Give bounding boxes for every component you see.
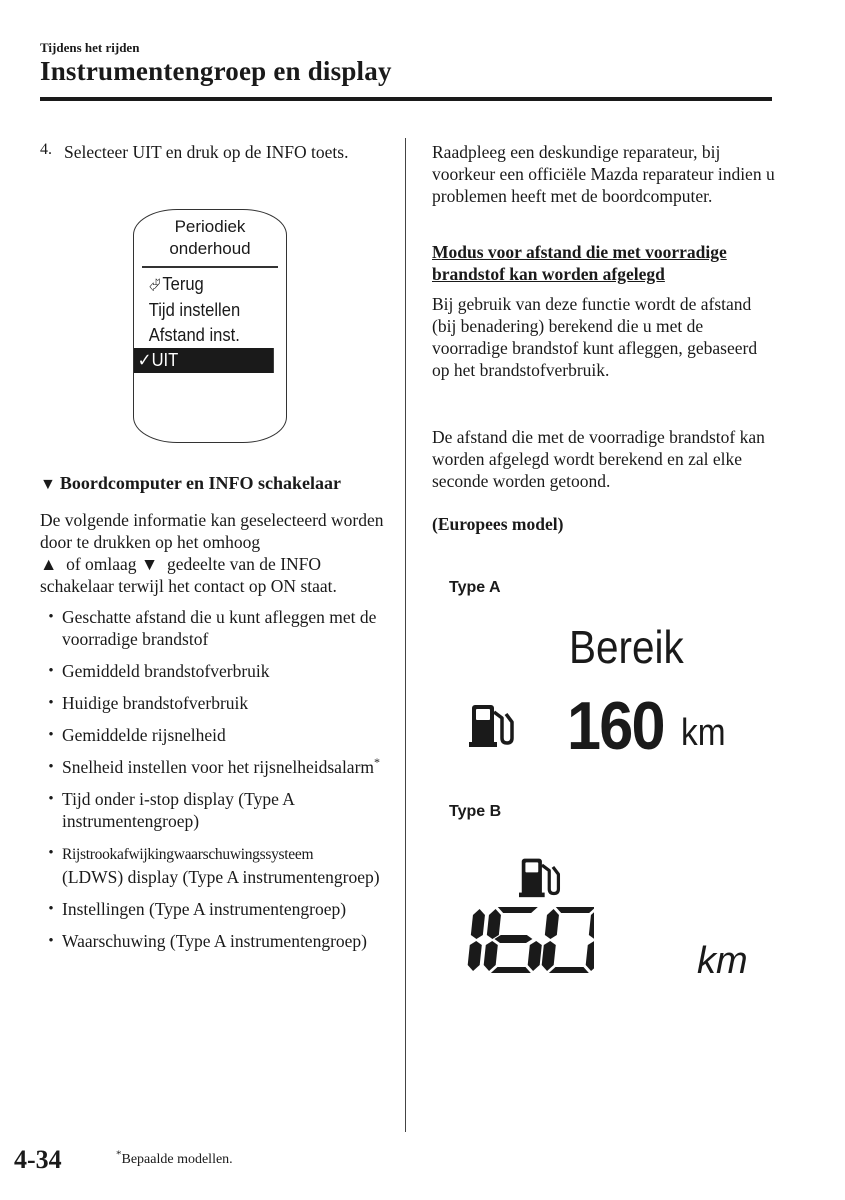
range-title: Bereik	[569, 621, 684, 673]
segment-unit: km	[697, 940, 748, 982]
footnote-text: Bepaalde modellen.	[121, 1152, 233, 1167]
subheading-text: Boordcomputer en INFO schakelaar	[59, 473, 341, 493]
footnote-mark: *	[374, 755, 381, 770]
list-item: • Instellingen (Type A instrumentengroep)	[48, 899, 347, 919]
list-item: • Gemiddeld brandstofverbruik	[48, 661, 270, 681]
list-item: • Huidige brandstofverbruik	[48, 693, 249, 713]
segment-display-value	[462, 905, 594, 980]
list-item: • Waarschuwing (Type A instrumentengroep)	[48, 931, 367, 951]
lcd-title-line2: onderhoud	[169, 239, 251, 258]
title-rule	[40, 97, 772, 101]
lcd-item-time-setting: Tijd instellen	[148, 300, 241, 320]
subheading	[40, 473, 341, 494]
fuel-pump-icon	[519, 855, 563, 904]
step-number: 4.	[40, 141, 52, 158]
list-item: • Rijstrookafwijkingwaarschuwingssysteem (LDWS) display (Type A instrumentengroep)	[48, 845, 380, 887]
lcd-menu-title	[134, 210, 286, 260]
page-title: Instrumentengroep en display	[40, 56, 392, 86]
column-divider	[405, 138, 406, 1132]
triangle-down-icon: ▼	[40, 476, 56, 493]
paragraph-calculation: De afstand die met de voorradige brandstof kan worden afgelegd wordt berekend en zal elke seconde worden getoond.	[432, 427, 765, 491]
paragraph-consult: Raadpleeg een deskundige reparateur, bij voorkeur een officiële Mazda reparateur indien u problemen heeft met de boordcomputer.	[432, 142, 775, 206]
list-item: • Geschatte afstand die u kunt afleggen met de voorradige brandstof	[48, 607, 377, 649]
intro-text-c: gedeelte van de INFO schakelaar terwijl het contact op ON staat.	[40, 554, 337, 596]
up-triangle-icon: ▲	[40, 554, 58, 574]
down-triangle-icon: ▼	[140, 554, 159, 574]
lcd-item-off-selected	[134, 348, 274, 373]
range-unit: km	[681, 712, 726, 754]
section-heading: Modus voor afstand die met voorradige brandstof kan worden afgelegd	[432, 242, 727, 284]
list-item: • Snelheid instellen voor het rijsnelheidsalarm*	[48, 755, 381, 777]
lcd-title-line1: Periodiek	[174, 217, 246, 236]
range-value: 160	[567, 688, 664, 764]
list-item: • Gemiddelde rijsnelheid	[48, 725, 226, 745]
info-list	[40, 606, 385, 962]
lcd-item-label: UIT	[151, 350, 179, 370]
model-label: (Europees model)	[432, 514, 564, 534]
step-4	[40, 141, 390, 163]
footnote-mark: *	[116, 1148, 122, 1161]
footnote	[116, 1148, 233, 1168]
intro-text-a: De volgende informatie kan geselecteerd worden door te drukken op het omhoog	[40, 510, 384, 552]
list-item: • Tijd onder i-stop display (Type A instrumentengroep)	[48, 789, 294, 831]
type-b-label: Type B	[449, 803, 502, 820]
lcd-item-back	[134, 272, 274, 298]
section-label: Tijdens het rijden	[40, 40, 140, 55]
lcd-menu-display	[133, 209, 287, 443]
intro-text-b: of omlaag	[66, 554, 137, 574]
return-arrow-icon: ⮰	[148, 277, 161, 294]
left-column	[40, 141, 390, 951]
lcd-divider	[142, 266, 278, 268]
fuel-pump-icon	[469, 702, 517, 753]
checkmark-icon: ✓	[137, 350, 152, 370]
page-number: 4-34	[14, 1145, 62, 1174]
paragraph-function: Bij gebruik van deze functie wordt de afstand (bij benadering) berekend die u met de voorradige brandstof kunt afleggen, gebaseerd op het brandstofverbruik.	[432, 294, 758, 380]
lcd-item-label: Terug	[162, 274, 204, 294]
step-text: Selecteer UIT en druk op de INFO toets.	[64, 142, 349, 162]
type-a-label: Type A	[449, 579, 501, 596]
intro-paragraph	[40, 509, 385, 597]
lcd-item-distance-setting: Afstand inst.	[148, 325, 240, 345]
